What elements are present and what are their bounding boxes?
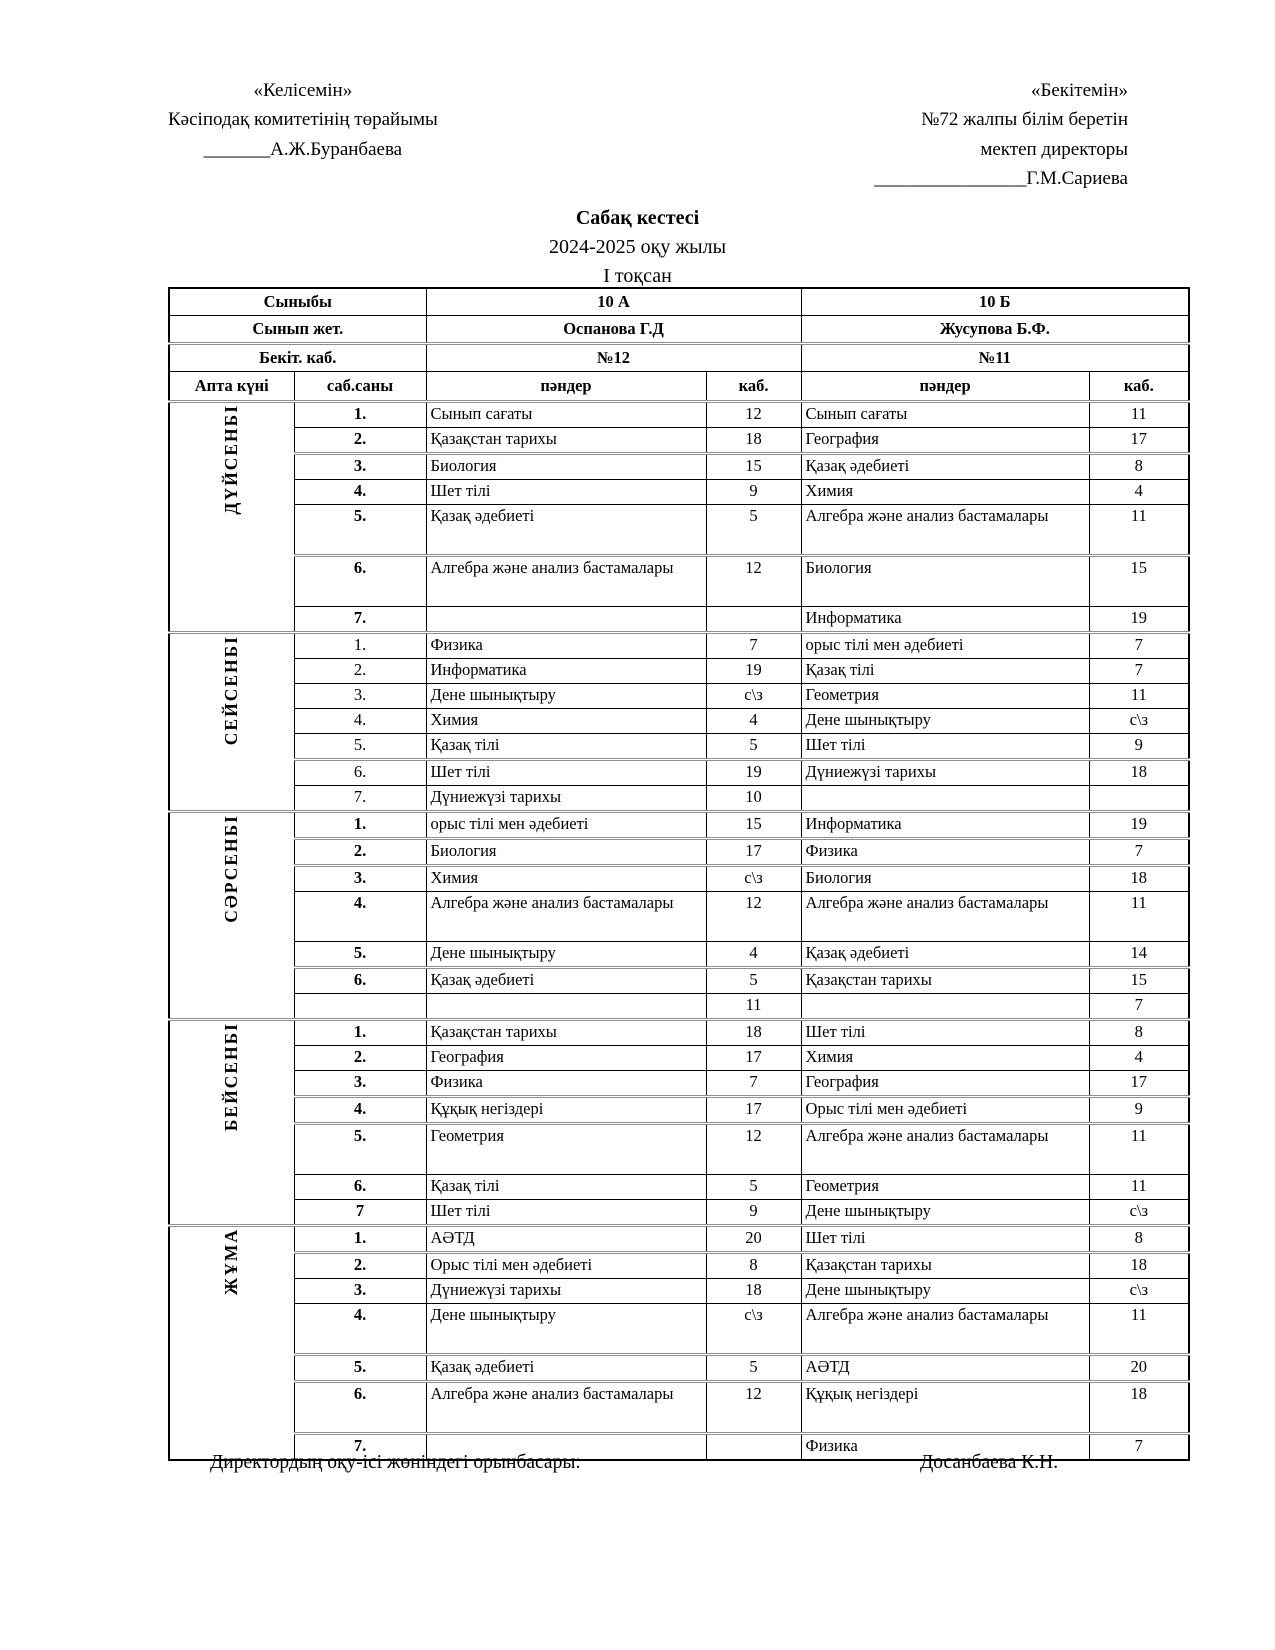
subject-cell-10a: Шет тілі [426,480,706,505]
subject-cell-10b: Информатика [801,812,1089,839]
subject-cell-10a: Қазақ әдебиеті [426,505,706,556]
subject-cell-10a: Дүниежүзі тарихы [426,1279,706,1304]
lesson-number: 5. [294,505,426,556]
deputy-director-label: Директордың оқу-ісі жөніндегі орынбасары: [210,1452,581,1473]
subject-cell-10b [801,994,1089,1020]
table-row [169,1046,1189,1071]
lesson-number: 3. [294,866,426,892]
room-cell-10b: 4 [1089,1046,1189,1071]
room-cell-10a: 17 [706,1097,801,1124]
table-row [169,1020,1189,1046]
room-cell-10b: 11 [1089,892,1189,942]
day-label-cell [169,402,294,633]
subject-cell-10b: АӘТД [801,1355,1089,1382]
table-row [169,1304,1189,1355]
room-cell-10a: 18 [706,1279,801,1304]
subject-cell-10b: Дене шынықтыру [801,1200,1089,1226]
day-label: ЖҰМА [221,1228,242,1296]
subject-cell-10b: Химия [801,480,1089,505]
room-cell-10b: с\з [1089,709,1189,734]
room-cell-10b: 7 [1089,1434,1189,1461]
lesson-number: 1. [294,812,426,839]
subject-cell-10a: Қазақ әдебиеті [426,1355,706,1382]
lesson-number: 6. [294,760,426,786]
day-label: СӘРСЕНБІ [221,814,242,923]
room-cell-10a: 11 [706,994,801,1020]
subject-cell-10a [426,607,706,633]
subject-cell-10a: Химия [426,709,706,734]
subject-cell-10a: Шет тілі [426,760,706,786]
room-cell-10a: 12 [706,402,801,428]
lesson-number: 4. [294,892,426,942]
table-row [169,1253,1189,1279]
subject-cell-10a: Дене шынықтыру [426,1304,706,1355]
schedule-body [169,402,1189,1461]
room-cell-10a [706,607,801,633]
room-cell-10a: 15 [706,454,801,480]
room-cell-10b: 15 [1089,556,1189,607]
day-label-cell [169,1020,294,1226]
class-b-teacher: Жусупова Б.Ф. [801,316,1189,344]
table-row [169,505,1189,556]
subject-cell-10b: Қазақ әдебиеті [801,942,1089,968]
approval-header [168,76,1128,194]
lesson-number: 5. [294,1124,426,1175]
col-header-subjects-a: пәндер [426,372,706,402]
subject-cell-10b: Алгебра және анализ бастамалары [801,892,1089,942]
day-label: ДҮЙСЕНБІ [221,404,242,515]
table-row [169,1124,1189,1175]
table-row [169,942,1189,968]
lesson-number: 3. [294,454,426,480]
class-b-name: 10 Б [801,288,1189,316]
room-cell-10a: 5 [706,968,801,994]
lesson-number: 2. [294,428,426,454]
lesson-number: 3. [294,684,426,709]
table-row [169,1097,1189,1124]
subject-cell-10a: Қазақ тілі [426,734,706,760]
room-cell-10b: 7 [1089,633,1189,659]
room-cell-10a: 8 [706,1253,801,1279]
subject-cell-10a: Дене шынықтыру [426,684,706,709]
schedule-table [168,287,1190,1461]
lesson-number: 2. [294,1253,426,1279]
table-row [169,760,1189,786]
room-cell-10a: 12 [706,1382,801,1434]
room-cell-10b: 8 [1089,1226,1189,1253]
table-row [169,1200,1189,1226]
room-cell-10a: 20 [706,1226,801,1253]
room-cell-10b: 7 [1089,994,1189,1020]
approval-left-line2: Кәсіподақ комитетінің төрайымы [168,109,438,131]
lesson-number: 5. [294,734,426,760]
lesson-number: 7. [294,607,426,633]
room-cell-10a: 4 [706,942,801,968]
table-row [169,1355,1189,1382]
approval-right-block [874,76,1128,194]
subject-cell-10a: Химия [426,866,706,892]
room-cell-10a: 17 [706,1046,801,1071]
lesson-number: 6. [294,556,426,607]
meta-row-class [169,288,1189,316]
subject-cell-10b: Геометрия [801,1175,1089,1200]
subject-cell-10a: Қазақ тілі [426,1175,706,1200]
subject-cell-10b: Физика [801,1434,1089,1461]
room-cell-10a: с\з [706,866,801,892]
class-a-name: 10 А [426,288,801,316]
room-cell-10a: 12 [706,1124,801,1175]
subject-cell-10b: Геометрия [801,684,1089,709]
room-cell-10b: 11 [1089,505,1189,556]
subject-cell-10b: Қазақ әдебиеті [801,454,1089,480]
meta-row-teacher [169,316,1189,344]
day-label: БЕЙСЕНБІ [221,1022,242,1132]
col-header-day: Апта күні [169,372,294,402]
subject-cell-10b: Құқық негіздері [801,1382,1089,1434]
lesson-number: 3. [294,1279,426,1304]
lesson-number: 4. [294,480,426,505]
subject-cell-10b: Алгебра және анализ бастамалары [801,1304,1089,1355]
table-row [169,607,1189,633]
lesson-number: 3. [294,1071,426,1097]
table-row [169,839,1189,866]
table-row [169,968,1189,994]
class-a-room: №12 [426,344,801,372]
room-cell-10a: 5 [706,734,801,760]
subject-cell-10a: орыс тілі мен әдебиеті [426,812,706,839]
subject-cell-10a: География [426,1046,706,1071]
lesson-number: 4. [294,1097,426,1124]
lesson-number: 5. [294,942,426,968]
room-cell-10a: с\з [706,684,801,709]
table-row [169,428,1189,454]
subject-cell-10a: Алгебра және анализ бастамалары [426,892,706,942]
room-cell-10a: 7 [706,1071,801,1097]
table-row [169,659,1189,684]
room-cell-10a: 18 [706,428,801,454]
room-cell-10b: с\з [1089,1200,1189,1226]
room-cell-10a: 15 [706,812,801,839]
table-row [169,1382,1189,1434]
subject-cell-10b: География [801,428,1089,454]
subject-cell-10a: Алгебра және анализ бастамалары [426,556,706,607]
subject-cell-10b: Сынып сағаты [801,402,1089,428]
subject-cell-10b: Химия [801,1046,1089,1071]
lesson-number: 1. [294,1020,426,1046]
lesson-number: 6. [294,968,426,994]
subject-cell-10b: Шет тілі [801,1226,1089,1253]
approval-right-line1: «Бекітемін» [1030,80,1128,101]
room-cell-10b: 8 [1089,454,1189,480]
room-cell-10b: 4 [1089,480,1189,505]
subject-cell-10b: Биология [801,556,1089,607]
table-row [169,684,1189,709]
approval-left-line1: «Келісемін» [253,80,353,101]
table-row [169,709,1189,734]
room-cell-10b: 19 [1089,607,1189,633]
table-row [169,556,1189,607]
room-cell-10b: 8 [1089,1020,1189,1046]
subject-cell-10a: Шет тілі [426,1200,706,1226]
room-cell-10a: 7 [706,633,801,659]
room-cell-10b [1089,786,1189,812]
approval-left-block [168,76,438,194]
subject-cell-10b: орыс тілі мен әдебиеті [801,633,1089,659]
room-cell-10a: 19 [706,760,801,786]
room-cell-10b: 11 [1089,1304,1189,1355]
table-row [169,1175,1189,1200]
subject-cell-10b: Дене шынықтыру [801,1279,1089,1304]
subject-cell-10a: Дене шынықтыру [426,942,706,968]
col-header-room-a: каб. [706,372,801,402]
subject-cell-10a: Дүниежүзі тарихы [426,786,706,812]
room-cell-10a: 12 [706,892,801,942]
table-row [169,402,1189,428]
subject-cell-10b: Алгебра және анализ бастамалары [801,505,1089,556]
meta-label-teacher: Сынып жет. [169,316,426,344]
table-row [169,866,1189,892]
subject-cell-10a: Геометрия [426,1124,706,1175]
lesson-number: 2. [294,659,426,684]
lesson-number: 1. [294,633,426,659]
meta-label-class: Сыныбы [169,288,426,316]
lesson-number: 1. [294,402,426,428]
subject-cell-10a: Құқық негіздері [426,1097,706,1124]
room-cell-10b: 18 [1089,1253,1189,1279]
room-cell-10b: 7 [1089,659,1189,684]
subject-cell-10b: Физика [801,839,1089,866]
col-header-subjects-b: пәндер [801,372,1089,402]
subject-cell-10a: Физика [426,633,706,659]
room-cell-10a: 12 [706,556,801,607]
room-cell-10b: 15 [1089,968,1189,994]
subject-cell-10b: Биология [801,866,1089,892]
school-year: 2024-2025 оқу жылы [548,236,727,258]
column-header-row [169,372,1189,402]
day-label-cell [169,1226,294,1461]
room-cell-10b: 9 [1089,1097,1189,1124]
approval-right-line3: мектеп директоры [980,138,1128,160]
room-cell-10a: 5 [706,1175,801,1200]
room-cell-10b: 11 [1089,684,1189,709]
room-cell-10a: 9 [706,1200,801,1226]
class-a-teacher: Оспанова Г.Д [426,316,801,344]
col-header-room-b: каб. [1089,372,1189,402]
lesson-number: 7 [294,1200,426,1226]
subject-cell-10b: География [801,1071,1089,1097]
lesson-number: 6. [294,1175,426,1200]
deputy-director-name: Досанбаева К.Н. [920,1452,1059,1473]
page-title: Сабақ кестесі [575,207,700,229]
table-row [169,786,1189,812]
table-row [169,1279,1189,1304]
table-row [169,1071,1189,1097]
meta-head [169,288,1189,402]
day-label-cell [169,812,294,1020]
approval-right-signature: ________________Г.М.Сариева [874,168,1128,190]
room-cell-10b: 17 [1089,428,1189,454]
lesson-number: 1. [294,1226,426,1253]
lesson-number: 7. [294,1434,426,1461]
subject-cell-10a: Алгебра және анализ бастамалары [426,1382,706,1434]
table-row [169,892,1189,942]
room-cell-10a: 5 [706,1355,801,1382]
room-cell-10a [706,1434,801,1461]
table-row [169,1226,1189,1253]
room-cell-10b: 7 [1089,839,1189,866]
subject-cell-10b: Дене шынықтыру [801,709,1089,734]
meta-row-homeroom [169,344,1189,372]
subject-cell-10a: Қазақстан тарихы [426,1020,706,1046]
subject-cell-10a: Биология [426,454,706,480]
meta-label-homeroom: Бекіт. каб. [169,344,426,372]
lesson-number [294,994,426,1020]
room-cell-10b: 18 [1089,866,1189,892]
room-cell-10b: 18 [1089,1382,1189,1434]
room-cell-10b: 20 [1089,1355,1189,1382]
room-cell-10b: 9 [1089,734,1189,760]
approval-right-line2: №72 жалпы білім беретін [921,109,1128,131]
lesson-number: 4. [294,709,426,734]
subject-cell-10a: Сынып сағаты [426,402,706,428]
table-row [169,454,1189,480]
table-row [169,812,1189,839]
lesson-number: 4. [294,1304,426,1355]
class-b-room: №11 [801,344,1189,372]
room-cell-10a: 4 [706,709,801,734]
room-cell-10a: 18 [706,1020,801,1046]
subject-cell-10b: Орыс тілі мен әдебиеті [801,1097,1089,1124]
room-cell-10b: 19 [1089,812,1189,839]
subject-cell-10a: Физика [426,1071,706,1097]
subject-cell-10b: Шет тілі [801,1020,1089,1046]
subject-cell-10b: Қазақстан тарихы [801,1253,1089,1279]
approval-left-signature: _______А.Ж.Буранбаева [203,138,403,160]
room-cell-10b: 11 [1089,1124,1189,1175]
room-cell-10b: 11 [1089,1175,1189,1200]
subject-cell-10a: Орыс тілі мен әдебиеті [426,1253,706,1279]
term-label: І тоқсан [603,265,672,287]
day-label: СЕЙСЕНБІ [221,635,242,746]
room-cell-10a: 19 [706,659,801,684]
subject-cell-10b: Шет тілі [801,734,1089,760]
lesson-number: 7. [294,786,426,812]
subject-cell-10b: Қазақ тілі [801,659,1089,684]
room-cell-10b: 17 [1089,1071,1189,1097]
subject-cell-10a [426,994,706,1020]
document-title-block [0,204,1275,291]
table-row [169,633,1189,659]
lesson-number: 5. [294,1355,426,1382]
room-cell-10a: с\з [706,1304,801,1355]
subject-cell-10a: Қазақстан тарихы [426,428,706,454]
table-row [169,734,1189,760]
subject-cell-10b: Информатика [801,607,1089,633]
subject-cell-10a: Биология [426,839,706,866]
room-cell-10a: 5 [706,505,801,556]
room-cell-10a: 10 [706,786,801,812]
lesson-number: 6. [294,1382,426,1434]
day-label-cell [169,633,294,812]
room-cell-10b: 11 [1089,402,1189,428]
subject-cell-10a: Информатика [426,659,706,684]
table-row [169,480,1189,505]
subject-cell-10a: АӘТД [426,1226,706,1253]
room-cell-10b: с\з [1089,1279,1189,1304]
lesson-number: 2. [294,1046,426,1071]
subject-cell-10b: Қазақстан тарихы [801,968,1089,994]
room-cell-10b: 18 [1089,760,1189,786]
subject-cell-10b: Алгебра және анализ бастамалары [801,1124,1089,1175]
room-cell-10a: 9 [706,480,801,505]
room-cell-10b: 14 [1089,942,1189,968]
subject-cell-10b: Дүниежүзі тарихы [801,760,1089,786]
col-header-lesson-count: саб.саны [294,372,426,402]
subject-cell-10b [801,786,1089,812]
room-cell-10a: 17 [706,839,801,866]
lesson-number: 2. [294,839,426,866]
subject-cell-10a: Қазақ әдебиеті [426,968,706,994]
table-row [169,994,1189,1020]
